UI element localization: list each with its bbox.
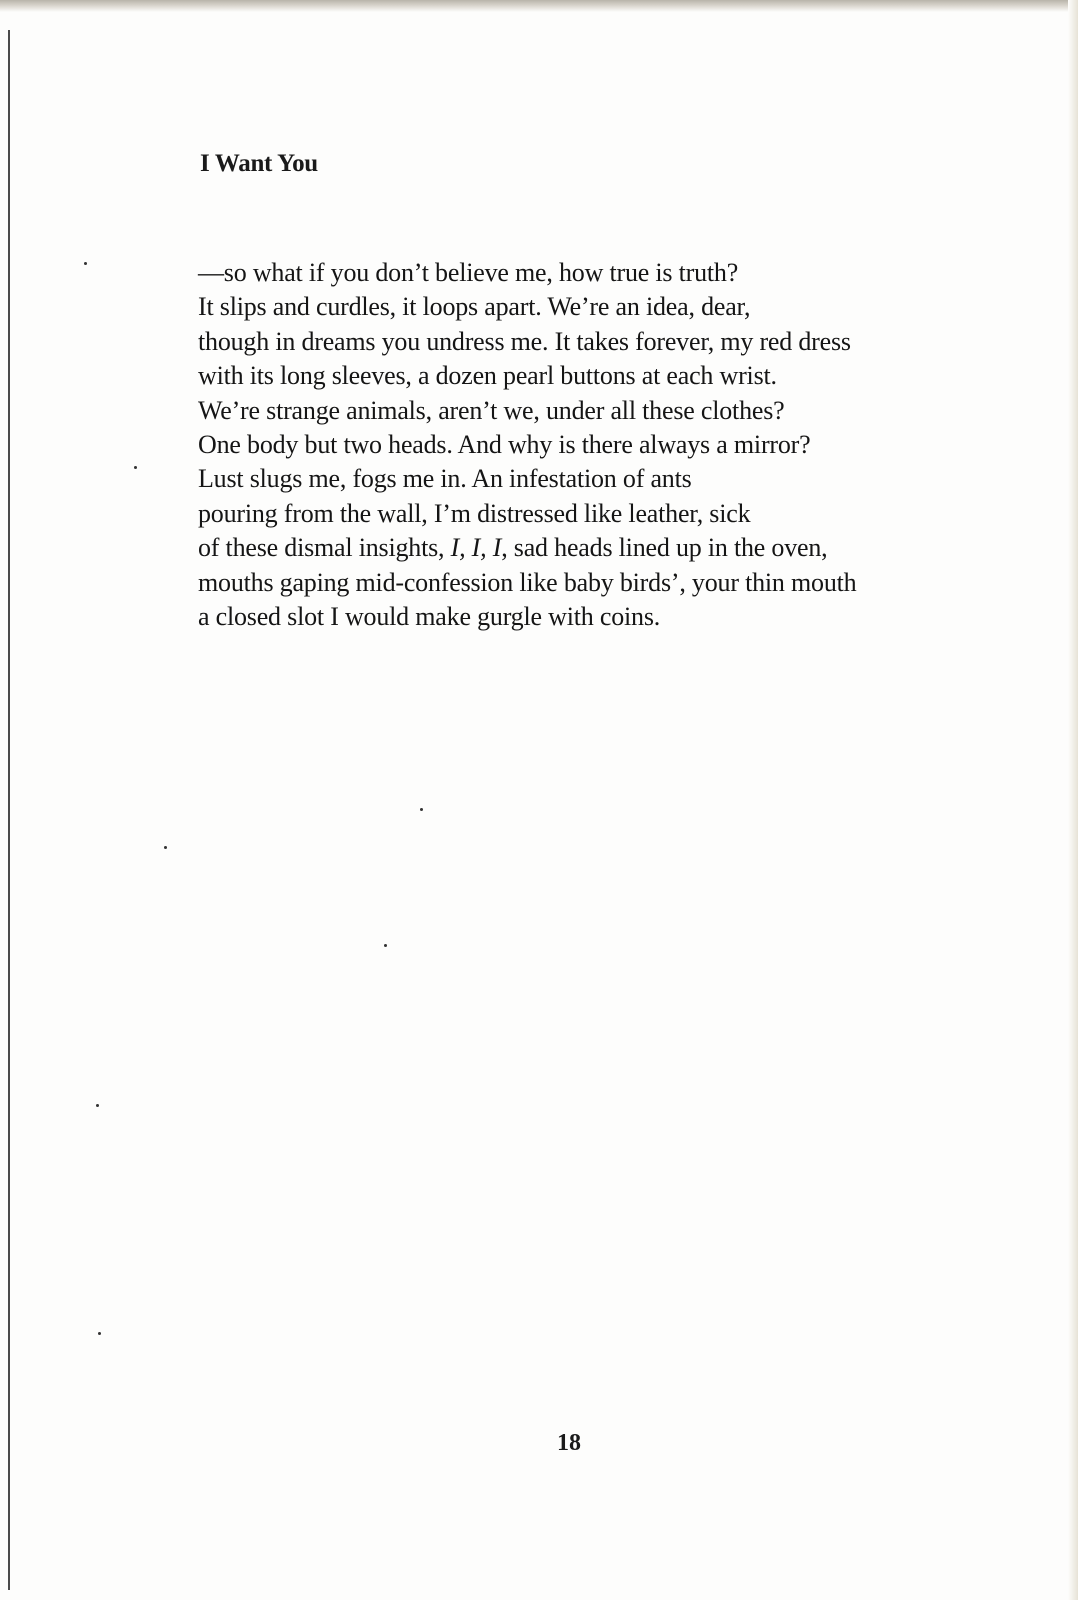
poem-line: with its long sleeves, a dozen pearl buttons at each wrist.: [198, 361, 777, 391]
poem-title: I Want You: [200, 150, 318, 177]
scan-speck: [164, 846, 167, 849]
poem-line: [198, 531, 856, 565]
scan-speck: [134, 466, 137, 469]
poem-line-text: of these dismal insights,: [198, 533, 451, 563]
scan-speck: [384, 944, 387, 947]
poem-italic-text: I, I, I: [450, 533, 502, 563]
poem-line: mouths gaping mid-confession like baby birds’, your thin mouth: [198, 567, 857, 597]
poem-body: [198, 256, 856, 634]
poem-line: pouring from the wall, I’m distressed like leather, sick: [198, 498, 751, 528]
page-binding-edge: [8, 30, 10, 1590]
poem-line: a closed slot I would make gurgle with coins.: [198, 602, 661, 632]
poem-line: One body but two heads. And why is there always a mirror?: [198, 430, 811, 460]
scan-speck: [84, 262, 87, 265]
poem-line: It slips and curdles, it loops apart. We’re an idea, dear,: [198, 292, 751, 322]
poem-line-text: , sad heads lined up in the oven,: [501, 533, 828, 563]
scan-speck: [420, 808, 423, 811]
poem-line: We’re strange animals, aren’t we, under all these clothes?: [198, 395, 785, 425]
page-number: 18: [557, 1430, 581, 1456]
poem-line: Lust slugs me, fogs me in. An infestation of ants: [198, 464, 692, 494]
poem-line: though in dreams you undress me. It takes forever, my red dress: [198, 326, 851, 356]
poem-line: —so what if you don’t believe me, how true is truth?: [198, 258, 739, 287]
page-top-edge: [0, 0, 1078, 12]
page-right-edge: [1068, 0, 1078, 1600]
scan-speck: [98, 1332, 101, 1335]
scan-speck: [96, 1104, 99, 1107]
